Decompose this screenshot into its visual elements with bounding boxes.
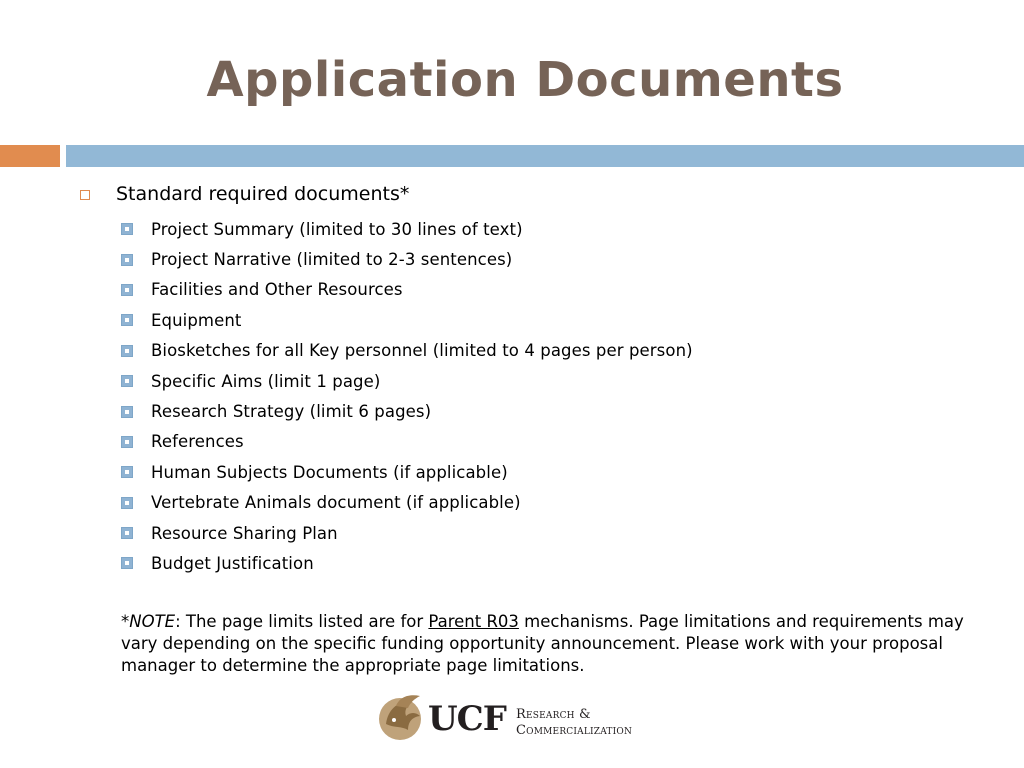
list-item: [121, 396, 693, 426]
square-bullet-icon: [121, 436, 133, 448]
level1-text: Standard required documents*: [116, 183, 410, 205]
square-bullet-icon: [121, 254, 133, 266]
note-label: NOTE: [129, 612, 176, 631]
logo-line-2: Commercialization: [516, 723, 633, 738]
square-bullet-icon: [121, 466, 133, 478]
parent-r03-link[interactable]: Parent R03: [428, 612, 519, 631]
list-item: [121, 305, 693, 335]
square-outline-bullet-icon: [80, 190, 90, 200]
list-item-text: References: [151, 432, 244, 452]
square-bullet-icon: [121, 314, 133, 326]
list-item-text: Human Subjects Documents (if applicable): [151, 462, 508, 482]
list-item-text: Facilities and Other Resources: [151, 280, 403, 300]
square-bullet-icon: [121, 284, 133, 296]
list-item: [121, 457, 693, 487]
square-bullet-icon: [121, 375, 133, 387]
list-item: [121, 336, 693, 366]
list-item: [121, 518, 693, 548]
slide-title: Application Documents: [206, 52, 844, 108]
list-item: [121, 275, 693, 305]
list-item: [121, 214, 693, 244]
square-bullet-icon: [121, 557, 133, 569]
list-item: [121, 427, 693, 457]
list-item-text: Project Narrative (limited to 2-3 sentences): [151, 250, 513, 270]
logo-ucf-text: UCF: [428, 699, 506, 739]
list-item: [121, 548, 693, 578]
list-item-text: Equipment: [151, 310, 242, 330]
list-item-text: Resource Sharing Plan: [151, 523, 338, 543]
square-bullet-icon: [121, 497, 133, 509]
note-text-after-link: mechanisms. Page limitations and requirements may vary depending on the specific funding opportunity announcement. Please work with your proposal manager to determine the appropriate page limitations.: [121, 612, 964, 675]
list-item: [121, 488, 693, 518]
square-bullet-icon: [121, 406, 133, 418]
note-text-before-link: : The page limits listed are for: [175, 612, 429, 631]
square-bullet-icon: [121, 223, 133, 235]
list-item-text: Project Summary (limited to 30 lines of text): [151, 219, 523, 239]
required-documents-list: [121, 214, 693, 579]
list-item: [121, 366, 693, 396]
level1-bullet-item: [80, 181, 409, 207]
list-item-text: Budget Justification: [151, 553, 314, 573]
logo-line-1: Research &: [516, 707, 591, 722]
list-item: [121, 244, 693, 274]
square-bullet-icon: [121, 345, 133, 357]
pegasus-icon: [376, 690, 426, 744]
ucf-research-logo: [376, 690, 676, 744]
note-prefix: *: [121, 612, 130, 631]
blue-accent-bar: [66, 145, 1024, 167]
list-item-text: Research Strategy (limit 6 pages): [151, 402, 432, 422]
list-item-text: Specific Aims (limit 1 page): [151, 371, 381, 391]
square-bullet-icon: [121, 527, 133, 539]
page-limit-note: [121, 611, 981, 677]
orange-accent-bar: [0, 145, 60, 167]
list-item-text: Vertebrate Animals document (if applicable): [151, 493, 521, 513]
list-item-text: Biosketches for all Key personnel (limited to 4 pages per person): [151, 341, 693, 361]
